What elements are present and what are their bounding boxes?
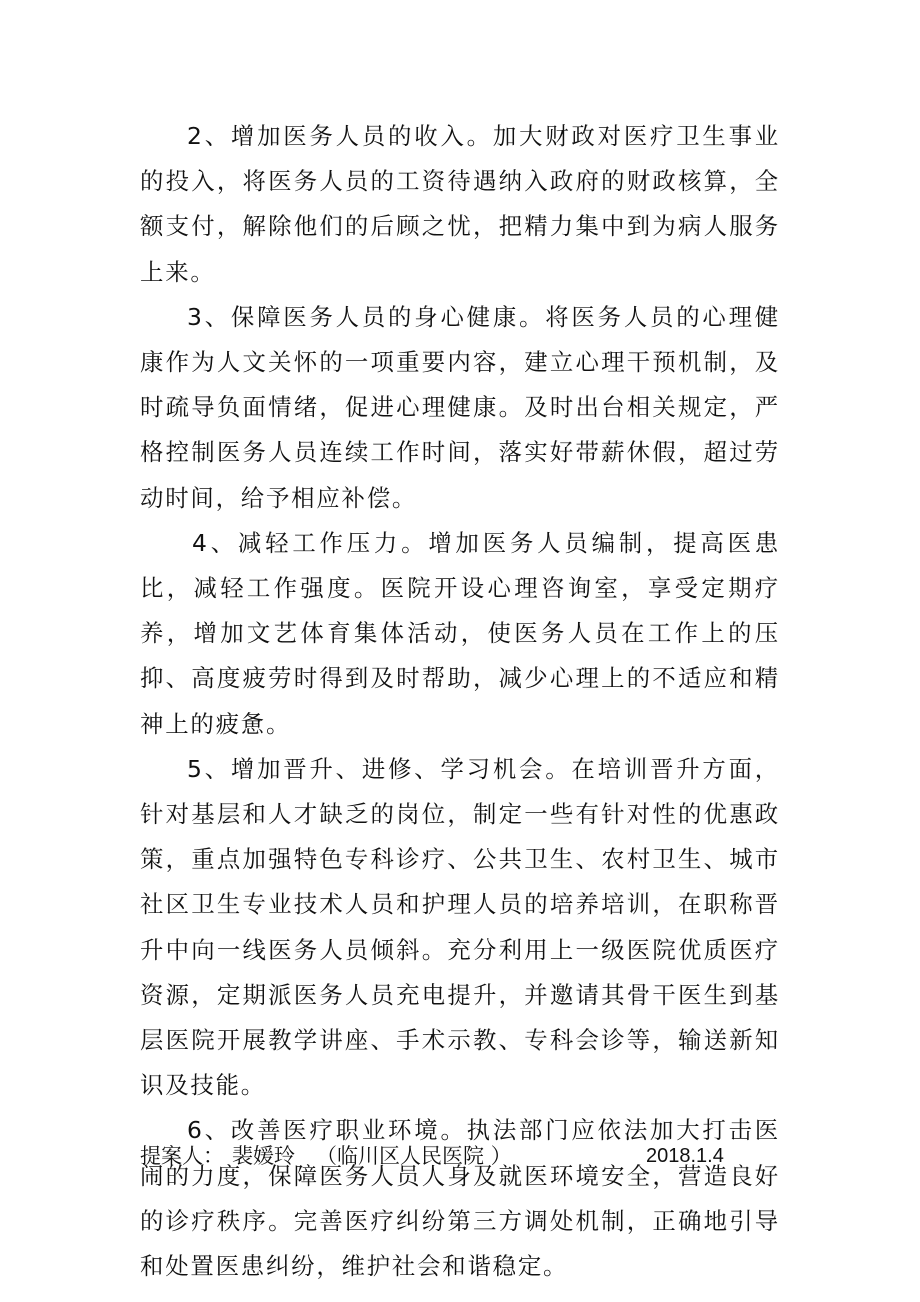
proposer-name: 裴媛玲 [232,1144,295,1168]
paragraph-4: 4、减轻工作压力。增加医务人员编制，提高医患比，减轻工作强度。医院开设心理咨询室，享受定期疗养，增加文艺体育集体活动，使医务人员在工作上的压抑、高度疲劳时得到及时帮助，减少心理上的不适应和精神上的疲惫。 [140,528,780,738]
paragraph-3: 3、保障医务人员的身心健康。将医务人员的心理健康作为人文关怀的一项重要内容，建立心理干预机制，及时疏导负面情绪，促进心理健康。及时出台相关规定，严格控制医务人员连续工作时间，落实好带薪休假，超过劳动时间，给予相应补偿。 [140,302,780,512]
paragraph-2: 2、增加医务人员的收入。加大财政对医疗卫生事业的投入，将医务人员的工资待遇纳入政府的财政核算，全额支付，解除他们的后顾之忧，把精力集中到为病人服务上来。 [140,122,780,286]
proposer-organization: （临川区人民医院 ） [316,1144,512,1168]
document-body [140,114,780,1289]
proposal-date: 2018.1.4 [646,1145,724,1167]
paragraph-5: 5、增加晋升、进修、学习机会。在培训晋升方面，针对基层和人才缺乏的岗位，制定一些有针对性的优惠政策，重点加强特色专科诊疗、公共卫生、农村卫生、城市社区卫生专业技术人员和护理人员的培养培训，在职称晋升中向一线医务人员倾斜。充分利用上一级医院优质医疗资源，定期派医务人员充电提升，并邀请其骨干医生到基层医院开展教学讲座、手术示教、专科会诊等，输送新知识及技能。 [140,754,780,1100]
proposal-footer [140,1138,780,1174]
proposer-label: 提案人： [140,1144,224,1168]
paragraph-6: 6、改善医疗职业环境。执法部门应依法加大打击医闹的力度，保障医务人员人身及就医环境安全，营造良好的诊疗秩序。完善医疗纠纷第三方调处机制，正确地引导和处置医患纠纷，维护社会和谐稳定。 [140,1116,780,1281]
